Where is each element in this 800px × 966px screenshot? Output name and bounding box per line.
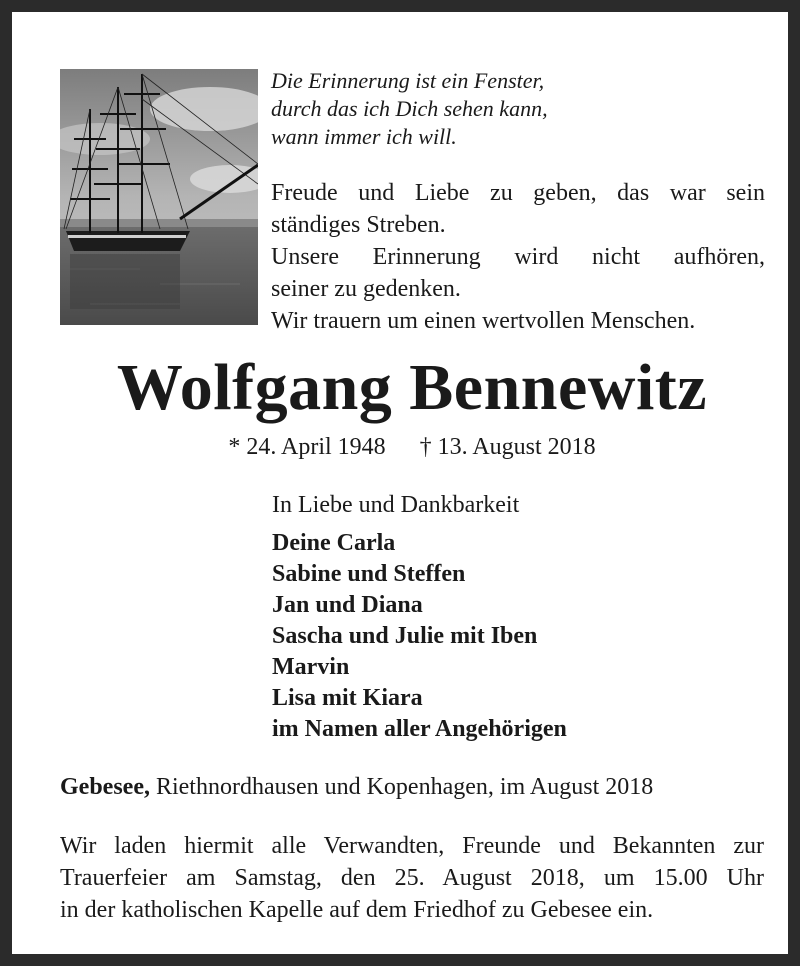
invitation-line: Wir laden hiermit alle Verwandten, Freunde und Bekannten zur [60,833,764,859]
place-rest: Riethnordhausen und Kopenhagen, im August 2018 [149,774,654,800]
invitation-line: Trauerfeier am Samstag, den 25. August 2018, um 15.00 Uhr [60,865,764,891]
memorial-text-line: Wir trauern um einen wertvollen Menschen. [271,308,696,334]
memorial-text-line: ständiges Streben. [271,212,446,238]
mourner: Marvin [272,654,350,680]
memorial-text [271,177,765,337]
memorial-quote [271,67,548,151]
invitation-line: in der katholischen Kapelle auf dem Friedhof zu Gebesee ein. [60,897,654,923]
sailing-ship-photo [60,69,258,325]
deceased-name: Wolfgang Bennewitz [116,351,708,424]
place-and-date [60,771,653,803]
birth-date: * 24. April 1948 [228,434,386,460]
quote-line: Die Erinnerung ist ein Fenster, [271,68,545,93]
mourner: Deine Carla [272,530,396,556]
mourner: Jan und Diana [272,592,423,618]
quote-line: durch das ich Dich sehen kann, [271,96,548,121]
memorial-text-line: Unsere Erinnerung wird nicht aufhören, [271,244,765,270]
memorial-text-line: Freude und Liebe zu geben, das war sein [271,180,765,206]
quote-line: wann immer ich will. [271,124,457,149]
mourner: Lisa mit Kiara [272,685,423,711]
dedication: In Liebe und Dankbarkeit [272,492,520,518]
mourner: im Namen aller Angehörigen [272,716,567,742]
death-date: † 13. August 2018 [419,434,596,460]
mourner: Sabine und Steffen [272,561,466,587]
mourners-list [272,528,567,745]
place-town: Gebesee, [60,774,150,800]
mourner: Sascha und Julie mit Iben [272,623,538,649]
sailing-ship-icon [60,69,258,325]
memorial-text-line: seiner zu gedenken. [271,276,461,302]
life-dates [12,431,800,463]
funeral-invitation [60,830,764,926]
